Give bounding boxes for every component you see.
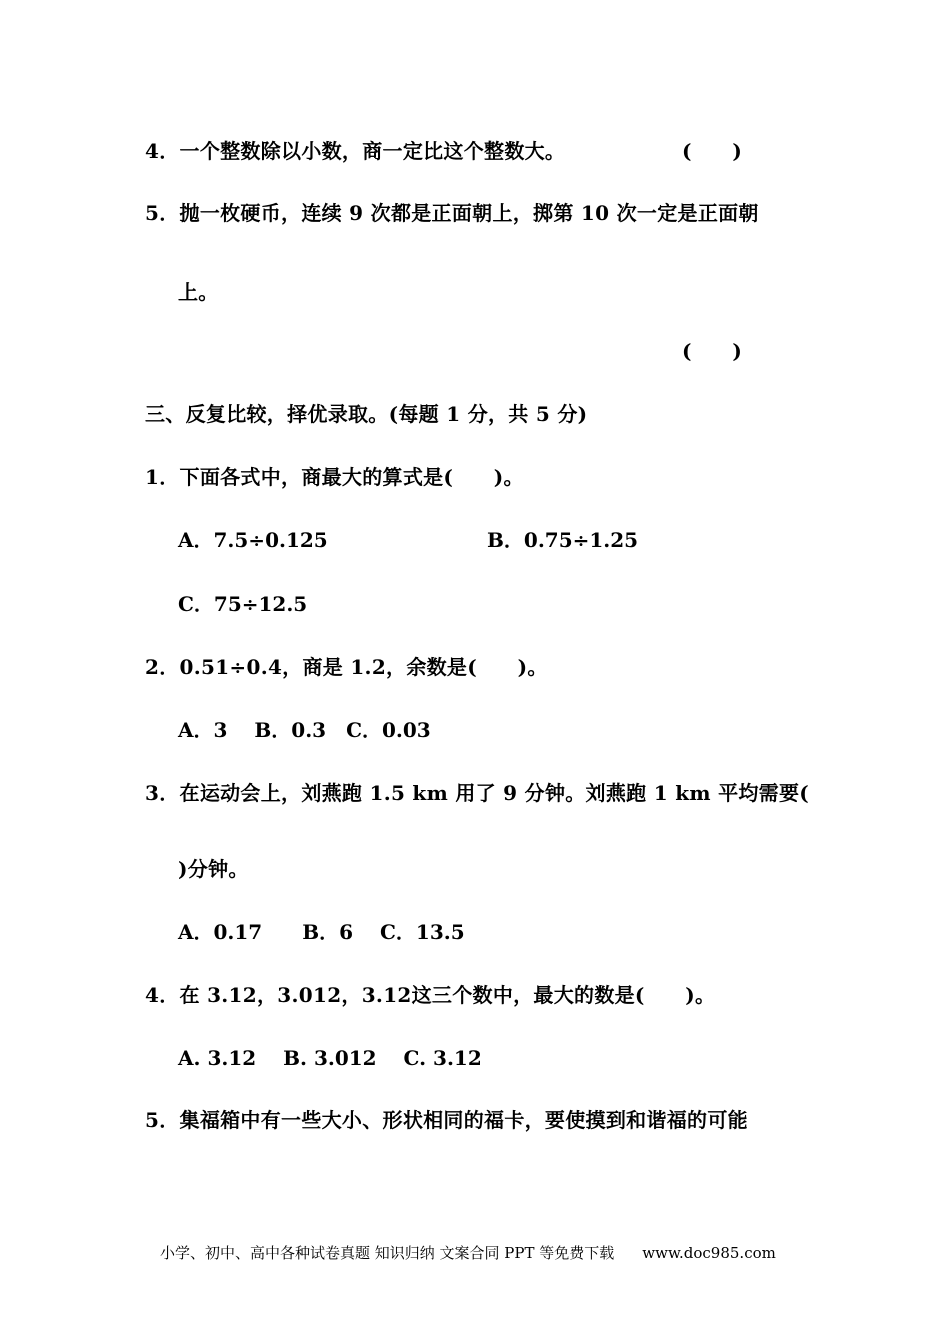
- mc-q3-stem-line2: )分钟。: [178, 857, 249, 881]
- footer-url[interactable]: www.doc985.com: [642, 1244, 776, 1262]
- judge-q4-text: 4．一个整数除以小数，商一定比这个整数大。: [145, 139, 566, 163]
- mc-q4-stem: 4．在 3.12，3.012，3.12这三个数中，最大的数是( )。: [145, 983, 716, 1007]
- judge-q5-answer-blank: ( ): [682, 339, 743, 363]
- mc-q2-options: A．3 B．0.3 C．0.03: [178, 718, 431, 742]
- mc-q1-option-c: C．75÷12.5: [178, 592, 308, 616]
- mc-q3-options: A．0.17 B．6 C．13.5: [178, 920, 465, 944]
- mc-q5-stem-line1: 5．集福箱中有一些大小、形状相同的福卡，要使摸到和谐福的可能: [145, 1108, 748, 1132]
- page-footer: [160, 1242, 776, 1264]
- judge-q5-text-line2: 上。: [178, 280, 219, 304]
- mc-q3-stem-line1: 3．在运动会上，刘燕跑 1.5 km 用了 9 分钟。刘燕跑 1 km 平均需要(: [145, 781, 810, 805]
- judge-q5-text-line1: 5．抛一枚硬币，连续 9 次都是正面朝上，掷第 10 次一定是正面朝: [145, 201, 759, 225]
- section3-heading: 三、反复比较，择优录取。(每题 1 分，共 5 分): [145, 402, 588, 426]
- mc-q1-option-b: B．0.75÷1.25: [487, 528, 639, 552]
- mc-q4-options: A. 3.12 B. 3.012 C. 3.12: [178, 1046, 482, 1070]
- mc-q2-stem: 2．0.51÷0.4，商是 1.2，余数是( )。: [145, 655, 548, 679]
- mc-q1-option-a: A．7.5÷0.125: [178, 528, 328, 552]
- footer-text: 小学、初中、高中各种试卷真题 知识归纳 文案合同 PPT 等免费下载: [160, 1244, 615, 1262]
- judge-q4-answer-blank: ( ): [682, 139, 743, 163]
- mc-q1-stem: 1．下面各式中，商最大的算式是( )。: [145, 465, 524, 489]
